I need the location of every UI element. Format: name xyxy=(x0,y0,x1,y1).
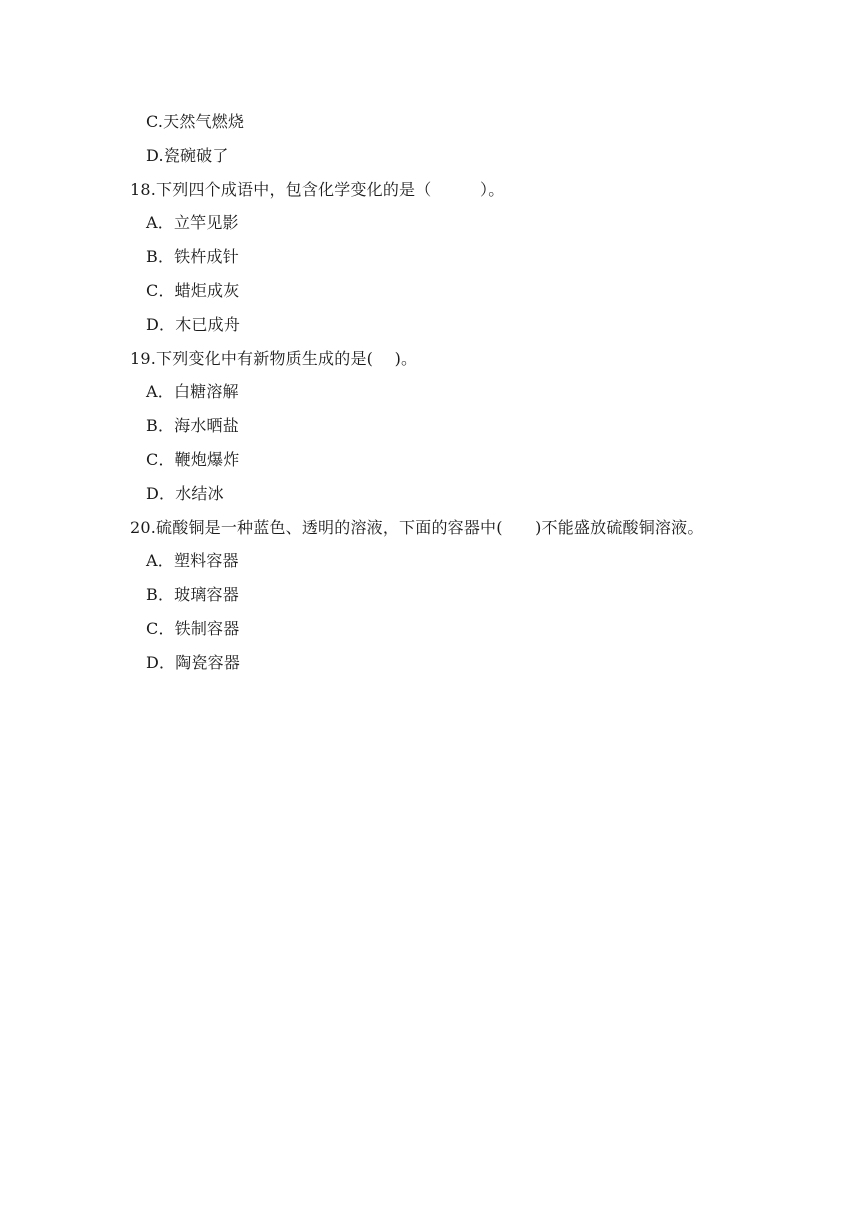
option-c-prev: C.天然气燃烧 xyxy=(146,112,245,131)
question-20-option-b: B．玻璃容器 xyxy=(146,585,239,604)
question-19-option-d: D．水结冰 xyxy=(146,484,224,503)
question-19-stem: 19.下列变化中有新物质生成的是( )。 xyxy=(130,349,418,368)
option-d-prev: D.瓷碗破了 xyxy=(146,146,229,165)
question-20-option-d: D．陶瓷容器 xyxy=(146,653,241,672)
question-18-option-d: D．木已成舟 xyxy=(146,315,241,334)
question-18-stem: 18.下列四个成语中，包含化学变化的是（ ）。 xyxy=(130,180,505,199)
question-18-option-b: B．铁杵成针 xyxy=(146,247,239,266)
question-19-option-c: C．鞭炮爆炸 xyxy=(146,450,240,469)
question-20-option-a: A．塑料容器 xyxy=(146,551,239,570)
question-19-option-a: A．白糖溶解 xyxy=(146,382,239,401)
question-19-option-b: B．海水晒盐 xyxy=(146,416,239,435)
question-20-option-c: C．铁制容器 xyxy=(146,619,240,638)
question-18-option-a: A．立竿见影 xyxy=(146,213,239,232)
question-20-stem: 20.硫酸铜是一种蓝色、透明的溶液，下面的容器中( )不能盛放硫酸铜溶液。 xyxy=(130,518,704,537)
question-18-option-c: C．蜡炬成灰 xyxy=(146,281,240,300)
